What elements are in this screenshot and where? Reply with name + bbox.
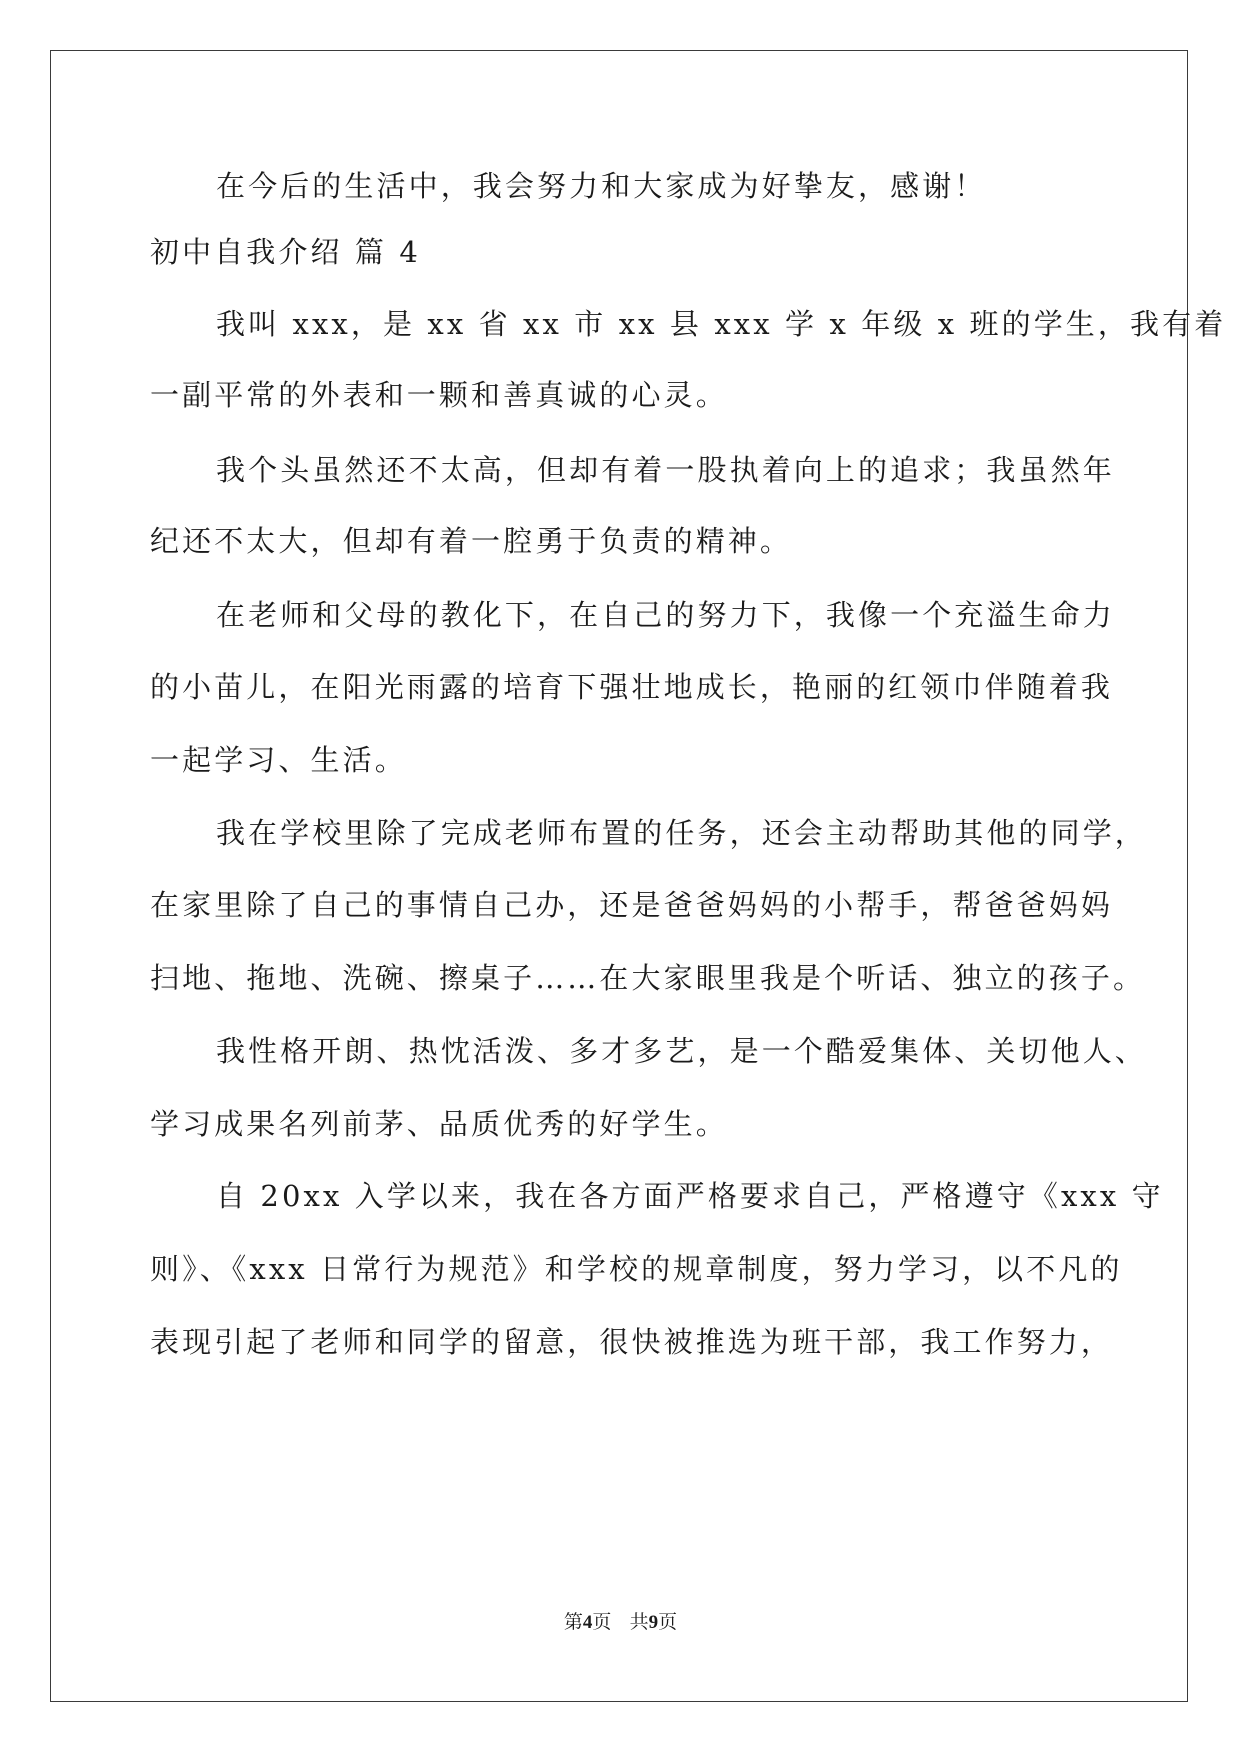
- paragraph-line: 自 20xx 入学以来，我在各方面严格要求自己，严格遵守《xxx 守: [216, 1179, 1164, 1213]
- paragraph-line: 表现引起了老师和同学的留意，很快被推选为班干部，我工作努力，: [150, 1325, 1114, 1359]
- page-border: [50, 50, 1188, 1702]
- footer-total-prefix: 共: [629, 1611, 649, 1633]
- paragraph-line: 我在学校里除了完成老师布置的任务，还会主动帮助其他的同学，: [216, 816, 1147, 850]
- paragraph-line: 我性格开朗、热忱活泼、多才多艺，是一个酷爱集体、关切他人、: [216, 1034, 1147, 1068]
- paragraph-line: 则》、《xxx 日常行为规范》和学校的规章制度，努力学习，以不凡的: [150, 1252, 1123, 1286]
- footer-page-number: 4: [582, 1612, 593, 1633]
- footer-page-suffix: 页: [592, 1611, 612, 1633]
- paragraph-line: 我个头虽然还不太高，但却有着一股执着向上的追求；我虽然年: [216, 453, 1115, 487]
- paragraph-line: 我叫 xxx，是 xx 省 xx 市 xx 县 xxx 学 x 年级 x 班的学生，我有着: [216, 307, 1227, 341]
- paragraph-line: 纪还不太大，但却有着一腔勇于负责的精神。: [150, 524, 793, 558]
- paragraph-line: 扫地、拖地、洗碗、擦桌子……在大家眼里我是个听话、独立的孩子。: [150, 961, 1146, 995]
- paragraph-line: 的小苗儿，在阳光雨露的培育下强壮地成长，艳丽的红领巾伴随着我: [150, 670, 1114, 704]
- footer-page-prefix: 第: [563, 1611, 583, 1633]
- footer-total-pages: 9: [648, 1612, 659, 1633]
- paragraph-line: 在老师和父母的教化下，在自己的努力下，我像一个充溢生命力: [216, 598, 1115, 632]
- paragraph-line: 学习成果名列前茅、品质优秀的好学生。: [150, 1107, 728, 1141]
- paragraph-line: 在今后的生活中，我会努力和大家成为好挚友，感谢！: [216, 169, 987, 203]
- section-heading: 初中自我介绍 篇 4: [150, 235, 421, 269]
- page-footer: [0, 1607, 1241, 1634]
- footer-total-suffix: 页: [658, 1611, 678, 1633]
- paragraph-line: 一副平常的外表和一颗和善真诚的心灵。: [150, 378, 728, 412]
- paragraph-line: 一起学习、生活。: [150, 743, 407, 777]
- paragraph-line: 在家里除了自己的事情自己办，还是爸爸妈妈的小帮手，帮爸爸妈妈: [150, 888, 1114, 922]
